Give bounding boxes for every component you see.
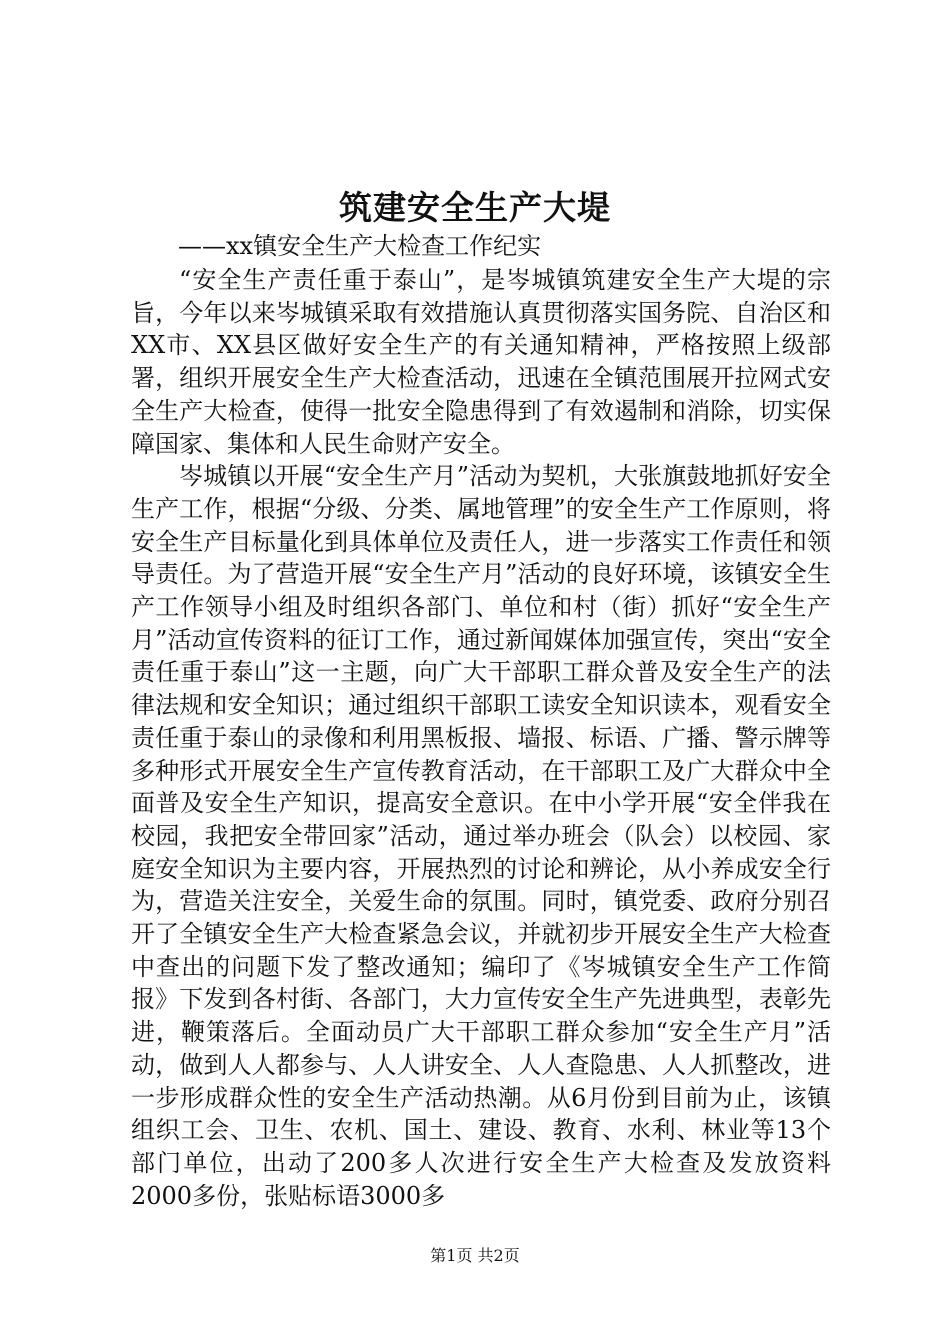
- document-body: [131, 264, 831, 1212]
- document-subtitle: ——xx镇安全生产大检查工作纪实: [178, 232, 542, 260]
- document-title: 筑建安全生产大堤: [339, 188, 611, 227]
- page-number-footer: 第1页 共2页: [430, 1246, 520, 1265]
- paragraph: “安全生产责任重于泰山”，是岑城镇筑建安全生产大堤的宗旨，今年以来岑城镇采取有效措施认真贯彻落实国务院、自治区和XX市、XX县区做好安全生产的有关通知精神，严格按照上级部署，组织开展安全生产大检查活动，迅速在全镇范围展开拉网式安全生产大检查，使得一批安全隐患得到了有效遏制和消除，切实保障国家、集体和人民生命财产安全。: [131, 266, 831, 458]
- paragraph: 岑城镇以开展“安全生产月”活动为契机，大张旗鼓地抓好安全生产工作，根据“分级、分类、属地管理”的安全生产工作原则，将安全生产目标量化到具体单位及责任人，进一步落实工作责任和领导责任。为了营造开展“安全生产月”活动的良好环境，该镇安全生产工作领导小组及时组织各部门、单位和村（街）抓好“安全生产月”活动宣传资料的征订工作，通过新闻媒体加强宣传，突出“安全责任重于泰山”这一主题，向广大干部职工群众普及安全生产的法律法规和安全知识；通过组织干部职工读安全知识读本，观看安全责任重于泰山的录像和利用黑板报、墙报、标语、广播、警示牌等多种形式开展安全生产宣传教育活动，在干部职工及广大群众中全面普及安全生产知识，提高安全意识。在中小学开展“安全伴我在校园，我把安全带回家”活动，通过举办班会（队会）以校园、家庭安全知识为主要内容，开展热烈的讨论和辨论，从小养成安全行为，营造关注安全，关爱生命的氛围。同时，镇党委、政府分别召开了全镇安全生产大检查紧急会议，并就初步开展安全生产大检查中查出的问题下发了整改通知；编印了《岑城镇安全生产工作简报》下发到各村街、各部门，大力宣传安全生产先进典型，表彰先进，鞭策落后。全面动员广大干部职工群众参加“安全生产月”活动，做到人人都参与、人人讲安全、人人查隐患、人人抓整改，进一步形成群众性的安全生产活动热潮。从6月份到目前为止，该镇组织工会、卫生、农机、国土、建设、教育、水利、林业等13个部门单位，出动了200多人次进行安全生产大检查及发放资料2000多份，张贴标语3000多: [131, 462, 831, 1210]
